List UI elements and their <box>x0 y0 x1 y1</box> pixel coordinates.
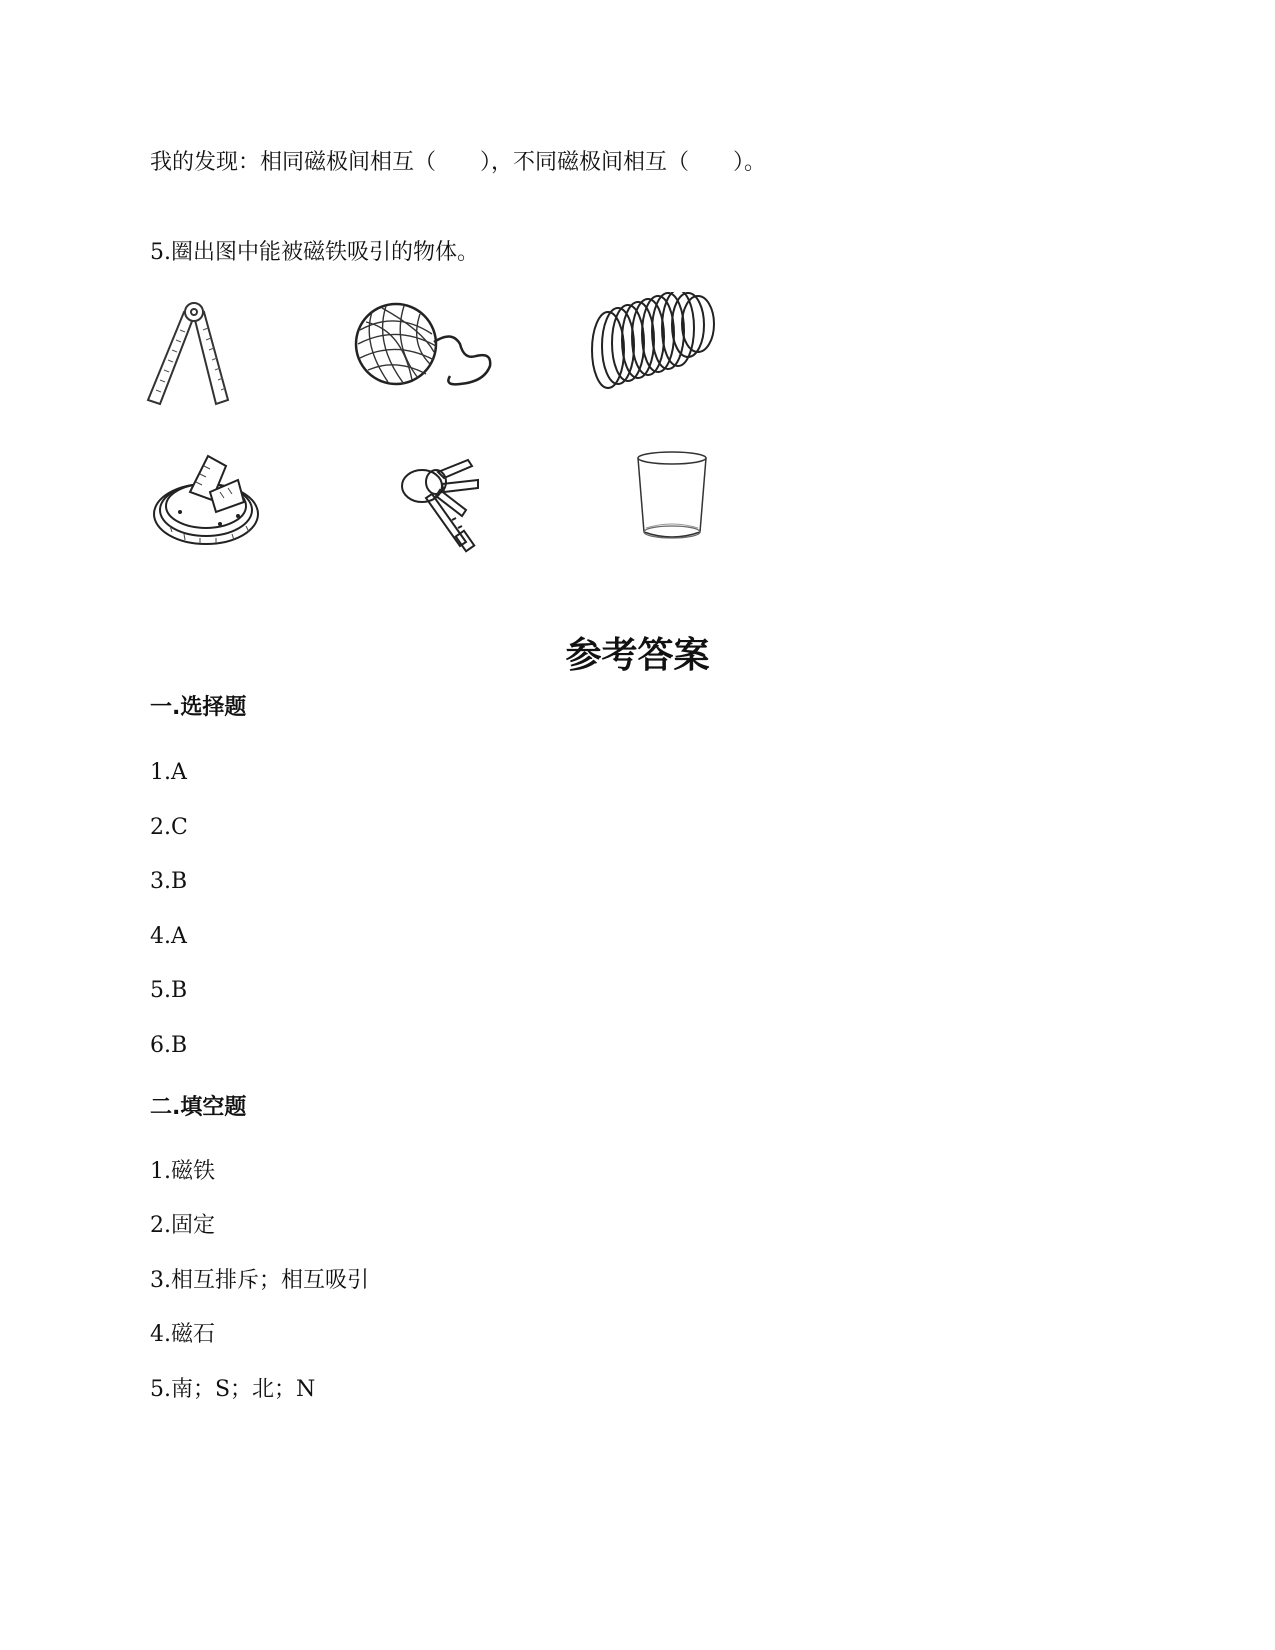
answer-item: 3.相互排斥；相互吸引 <box>150 1268 369 1293</box>
answer-item: 4.A <box>150 924 187 949</box>
yarn-ball-image <box>352 300 502 400</box>
answer-item: 2.固定 <box>150 1213 215 1238</box>
answer-item: 1.A <box>150 760 187 785</box>
finding-sentence: 我的发现：相同磁极间相互（ ），不同磁极间相互（ ）。 <box>150 150 767 175</box>
metal-spring-image <box>588 292 728 397</box>
answer-item: 2.C <box>150 815 188 840</box>
answer-title: 参考答案 <box>565 635 710 676</box>
keys-image <box>396 450 496 560</box>
answer-item: 6.B <box>150 1033 188 1058</box>
glass-cup-image <box>634 448 714 548</box>
answer-item: 1.磁铁 <box>150 1159 215 1184</box>
answer-item: 5.B <box>150 978 188 1003</box>
answer-item: 3.B <box>150 869 188 894</box>
answer-item: 5.南；S；北；N <box>150 1377 316 1402</box>
folding-ruler-image <box>146 300 236 410</box>
answer-item: 4.磁石 <box>150 1322 215 1347</box>
section-2-heading: 二.填空题 <box>150 1095 247 1120</box>
measuring-tape-image <box>150 452 265 552</box>
section-1-heading: 一.选择题 <box>150 695 247 720</box>
question-5: 5.圈出图中能被磁铁吸引的物体。 <box>150 240 479 265</box>
